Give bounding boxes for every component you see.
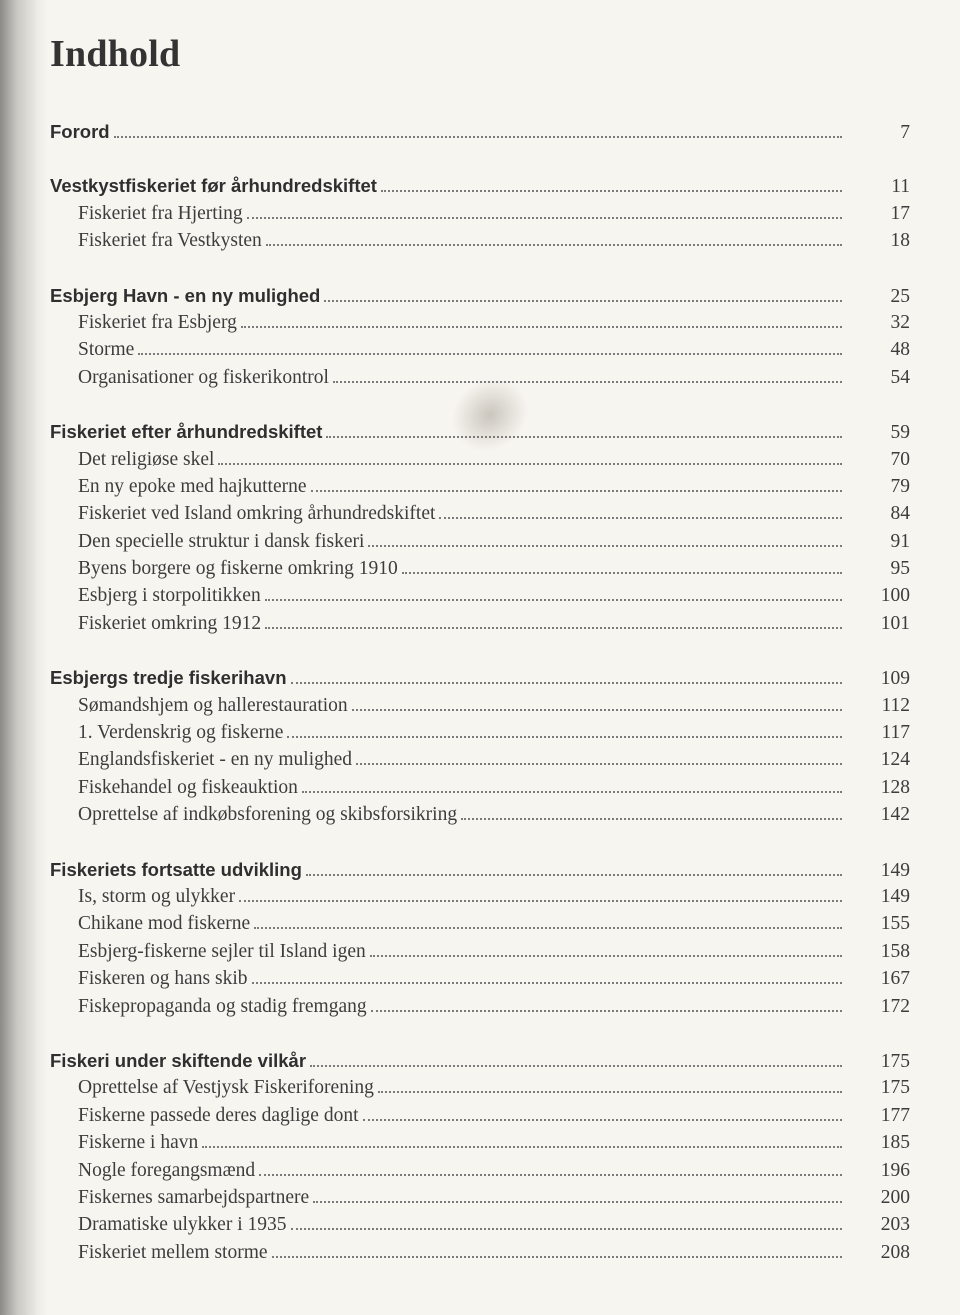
toc-entry (50, 528, 910, 555)
entry-title: Is, storm og ulykker (78, 885, 236, 907)
dot-leader (291, 682, 843, 684)
toc-entry (50, 364, 910, 391)
page-number: 185 (880, 1132, 910, 1154)
page-number: 177 (880, 1104, 910, 1126)
toc-entry (50, 473, 910, 500)
toc-entry (50, 1074, 910, 1101)
page-number: 25 (890, 285, 910, 307)
toc-entry (50, 200, 910, 227)
chapter-title: Fiskeriet efter århundredskiftet (50, 421, 323, 443)
chapter-title: Vestkystfiskeriet før århundredskiftet (50, 175, 377, 197)
dot-leader (324, 300, 842, 302)
dot-leader (306, 874, 842, 876)
page-number: 7 (900, 122, 910, 143)
dot-leader (461, 818, 842, 820)
entry-title: Organisationer og fiskerikontrol (78, 366, 329, 388)
dot-leader (241, 326, 842, 328)
toc-entry (50, 1184, 910, 1211)
toc-section (50, 856, 910, 1020)
page-number: 17 (890, 202, 910, 224)
toc-entry (50, 774, 910, 801)
page-number: 175 (880, 1050, 910, 1072)
page-number: 172 (880, 995, 910, 1017)
entry-title: Fiskeren og hans skib (78, 968, 248, 990)
dot-leader (202, 1146, 842, 1148)
page-number: 91 (890, 530, 910, 552)
dot-leader (439, 517, 842, 519)
toc-entry (50, 719, 910, 746)
toc-entry (50, 692, 910, 719)
toc-entry (50, 500, 910, 527)
toc-entry (50, 1157, 910, 1184)
page-number: 117 (881, 722, 910, 744)
page-number: 79 (890, 475, 910, 497)
entry-title: Chikane mod fiskerne (78, 913, 251, 935)
dot-leader (302, 791, 842, 793)
toc-entry (50, 1102, 910, 1129)
toc-chapter-heading (50, 282, 910, 309)
toc-entry (50, 1211, 910, 1238)
toc-chapter-heading (50, 664, 910, 691)
entry-title: En ny epoke med hajkutterne (78, 475, 307, 497)
toc-entry (50, 336, 910, 363)
entry-title: Fiskerne passede deres daglige dont (78, 1104, 359, 1126)
page-number: 48 (890, 339, 910, 361)
dot-leader (370, 955, 842, 957)
entry-title: 1. Verdenskrig og fiskerne (78, 722, 284, 744)
page-number: 155 (880, 913, 910, 935)
dot-leader (266, 244, 842, 246)
dot-leader (368, 545, 842, 547)
entry-title: Byens borgere og fiskerne omkring 1910 (78, 558, 398, 580)
entry-title: Fiskeriet omkring 1912 (78, 612, 262, 634)
table-of-contents (50, 118, 910, 1293)
toc-entry (50, 965, 910, 992)
page-number: 11 (891, 176, 910, 198)
toc-section (50, 172, 910, 254)
dot-leader (402, 572, 842, 574)
toc-entry (50, 446, 910, 473)
toc-entry (50, 938, 910, 965)
toc-entry (50, 993, 910, 1020)
page-number: 112 (881, 694, 910, 716)
toc-entry (50, 910, 910, 937)
entry-title: Den specielle struktur i dansk fiskeri (78, 530, 365, 552)
toc-entry (50, 582, 910, 609)
dot-leader (326, 436, 842, 438)
entry-title: Esbjerg i storpolitikken (78, 585, 261, 607)
toc-entry (50, 1239, 910, 1266)
dot-leader (138, 353, 842, 355)
entry-title: Det religiøse skel (78, 448, 215, 470)
dot-leader (313, 1201, 842, 1203)
dot-leader (265, 599, 842, 601)
page-number: 100 (880, 585, 910, 607)
dot-leader (371, 1010, 842, 1012)
page-number: 208 (880, 1241, 910, 1263)
toc-section (50, 418, 910, 637)
page-number: 167 (880, 968, 910, 990)
toc-entry (50, 883, 910, 910)
entry-title: Esbjerg-fiskerne sejler til Island igen (78, 940, 366, 962)
toc-chapter-heading (50, 856, 910, 883)
page-number: 128 (880, 776, 910, 798)
toc-chapter-heading (50, 118, 910, 145)
dot-leader (311, 490, 842, 492)
entry-title: Fiskeriet fra Hjerting (78, 202, 243, 224)
entry-title: Fiskernes samarbejdspartnere (78, 1186, 310, 1208)
page-number: 149 (880, 885, 910, 907)
toc-section (50, 664, 910, 828)
chapter-title: Esbjergs tredje fiskerihavn (50, 667, 287, 689)
page-number: 124 (880, 749, 910, 771)
entry-title: Oprettelse af indkøbsforening og skibsforsikring (78, 804, 458, 826)
toc-chapter-heading (50, 1047, 910, 1074)
page-number: 142 (880, 804, 910, 826)
chapter-title: Esbjerg Havn - en ny mulighed (50, 284, 321, 306)
dot-leader (291, 1228, 843, 1230)
page-number: 109 (880, 668, 910, 690)
page-title: Indhold (50, 33, 181, 75)
dot-leader (310, 1065, 842, 1067)
toc-section (50, 118, 910, 145)
dot-leader (287, 736, 842, 738)
chapter-title: Forord (50, 121, 110, 142)
toc-entry (50, 309, 910, 336)
page-number: 18 (890, 230, 910, 252)
toc-entry (50, 555, 910, 582)
entry-title: Nogle foregangsmænd (78, 1159, 256, 1181)
toc-section (50, 282, 910, 392)
entry-title: Fiskeriet fra Vestkysten (78, 230, 262, 252)
toc-chapter-heading (50, 418, 910, 445)
entry-title: Fiskeriet mellem storme (78, 1241, 268, 1263)
entry-title: Fiskeriet ved Island omkring århundredskiftet (78, 503, 436, 525)
page-number: 101 (880, 612, 910, 634)
entry-title: Fiskepropaganda og stadig fremgang (78, 995, 367, 1017)
entry-title: Fiskeriet fra Esbjerg (78, 311, 237, 333)
entry-title: Storme (78, 339, 135, 361)
dot-leader (114, 136, 842, 138)
toc-entry (50, 227, 910, 254)
page-number: 32 (890, 311, 910, 333)
page-number: 203 (880, 1214, 910, 1236)
dot-leader (259, 1174, 842, 1176)
dot-leader (254, 927, 842, 929)
page-number: 175 (880, 1077, 910, 1099)
page-number: 149 (880, 859, 910, 881)
toc-entry (50, 610, 910, 637)
page-number: 196 (880, 1159, 910, 1181)
toc-entry (50, 746, 910, 773)
page-number: 59 (890, 422, 910, 444)
page-number: 95 (890, 558, 910, 580)
entry-title: Oprettelse af Vestjysk Fiskeriforening (78, 1077, 374, 1099)
dot-leader (363, 1119, 842, 1121)
dot-leader (265, 627, 842, 629)
chapter-title: Fiskeri under skiftende vilkår (50, 1049, 307, 1071)
toc-chapter-heading (50, 172, 910, 199)
dot-leader (381, 190, 842, 192)
book-gutter-shadow (0, 0, 48, 1315)
chapter-title: Fiskeriets fortsatte udvikling (50, 858, 302, 880)
entry-title: Englandsfiskeriet - en ny mulighed (78, 749, 353, 771)
dot-leader (218, 463, 842, 465)
dot-leader (333, 381, 842, 383)
dot-leader (378, 1091, 842, 1093)
toc-entry (50, 801, 910, 828)
entry-title: Fiskehandel og fiskeauktion (78, 776, 298, 798)
dot-leader (252, 982, 842, 984)
entry-title: Fiskerne i havn (78, 1132, 199, 1154)
dot-leader (352, 709, 842, 711)
toc-section (50, 1047, 910, 1266)
page-number: 54 (890, 366, 910, 388)
entry-title: Sømandshjem og hallerestauration (78, 694, 348, 716)
page-number: 200 (880, 1186, 910, 1208)
dot-leader (247, 217, 842, 219)
page-number: 158 (880, 940, 910, 962)
dot-leader (356, 763, 842, 765)
entry-title: Dramatiske ulykker i 1935 (78, 1214, 287, 1236)
dot-leader (272, 1256, 842, 1258)
page-number: 84 (890, 503, 910, 525)
dot-leader (239, 900, 842, 902)
page-number: 70 (890, 448, 910, 470)
toc-entry (50, 1129, 910, 1156)
